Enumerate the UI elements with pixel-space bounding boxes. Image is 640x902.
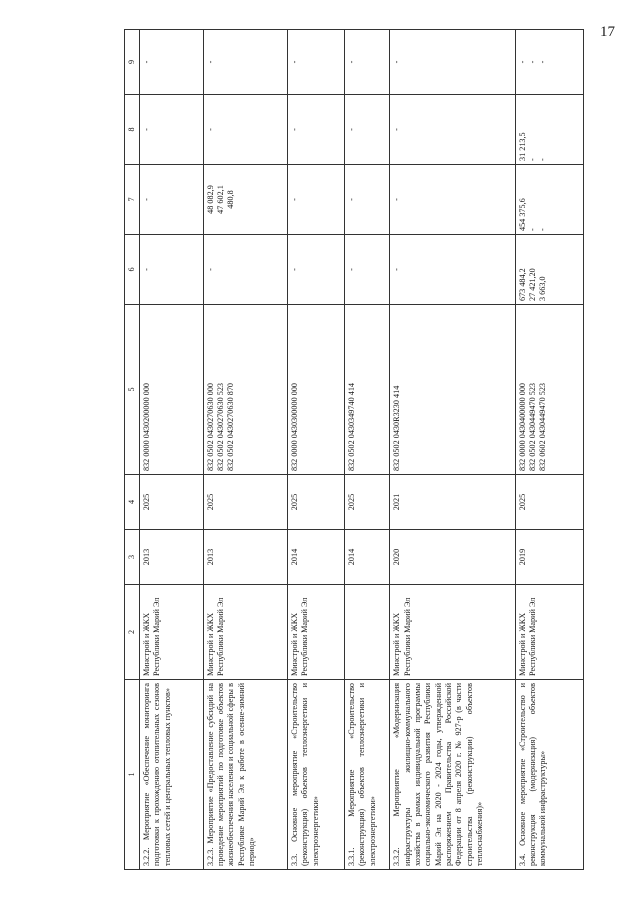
column-header: 7 bbox=[125, 165, 140, 235]
end-year: 2025 bbox=[140, 475, 204, 530]
activity-name: 3.2.3. Мероприятие «Предоставление субсидий на проведение мероприятий по подготовке объектов жизнеобеспечения населения и социальной сферы в Республике Марий Эл к работе в осенне-зимний период» bbox=[203, 680, 287, 870]
table-row bbox=[203, 30, 287, 870]
budget-code: 832 0000 0430400000 000 832 0502 0430449470 523 832 0602 0430449470 523 bbox=[515, 305, 583, 475]
value-col-9: - - - bbox=[515, 30, 583, 95]
activity-name: 3.4. Основное мероприятие «Строительство и реконструкция (модернизация) объектов коммунальной инфраструктуры» bbox=[515, 680, 583, 870]
end-year: 2025 bbox=[287, 475, 344, 530]
column-header: 2 bbox=[125, 585, 140, 680]
end-year: 2025 bbox=[203, 475, 287, 530]
page-number: 17 bbox=[600, 24, 615, 40]
activity-name: 3.3.1. Мероприятие «Строительство (реконструкция) объектов теплоэнергетики и электроэнергетики» bbox=[344, 680, 390, 870]
executor bbox=[344, 585, 390, 680]
table-row bbox=[515, 30, 583, 870]
value-col-6: - bbox=[203, 235, 287, 305]
budget-code: 832 0502 0430270630 000 832 0502 0430270630 523 832 0502 0430270630 870 bbox=[203, 305, 287, 475]
start-year: 2014 bbox=[344, 530, 390, 585]
end-year: 2025 bbox=[515, 475, 583, 530]
value-col-8: 31 213,5 - - bbox=[515, 95, 583, 165]
value-col-9: - bbox=[390, 30, 515, 95]
table-row bbox=[344, 30, 390, 870]
value-col-6: - bbox=[287, 235, 344, 305]
value-col-9: - bbox=[344, 30, 390, 95]
activity-name: 3.2.2. Мероприятие «Обеспечение мониторинга подготовки к прохождению отопительных сезонов тепловых сетей и центральных тепловых пунктов» bbox=[140, 680, 204, 870]
value-col-8: - bbox=[287, 95, 344, 165]
activity-name: 3.3.2. Мероприятие «Модернизация инфраструктуры жилищно-коммунального хозяйства в рамках индивидуальной программы социально-экономического развития Республики Марий Эл на 2020 - 2024 годы, утвержденной распоряжением Правительства Российской Федерации от 8 апреля 2020 г. № 927-р (в части строительства (реконструкции) объектов теплоснабжения)» bbox=[390, 680, 515, 870]
value-col-7: - bbox=[344, 165, 390, 235]
executor: Минстрой и ЖКХ Республики Марий Эл bbox=[390, 585, 515, 680]
executor: Минстрой и ЖКХ Республики Марий Эл bbox=[140, 585, 204, 680]
column-numbers-row bbox=[125, 30, 140, 870]
budget-code: 832 0502 0430349740 414 bbox=[344, 305, 390, 475]
table-row bbox=[390, 30, 515, 870]
start-year: 2013 bbox=[203, 530, 287, 585]
value-col-6: - bbox=[390, 235, 515, 305]
budget-code: 832 0502 0430R3230 414 bbox=[390, 305, 515, 475]
value-col-6: - bbox=[344, 235, 390, 305]
column-header: 6 bbox=[125, 235, 140, 305]
value-col-9: - bbox=[140, 30, 204, 95]
value-col-7: - bbox=[140, 165, 204, 235]
value-col-8: - bbox=[344, 95, 390, 165]
value-col-7: - bbox=[287, 165, 344, 235]
value-col-7: 48 082,9 47 602,1 480,8 bbox=[203, 165, 287, 235]
executor: Минстрой и ЖКХ Республики Марий Эл bbox=[287, 585, 344, 680]
value-col-8: - bbox=[390, 95, 515, 165]
executor: Минстрой и ЖКХ Республики Марий Эл bbox=[515, 585, 583, 680]
program-activities-table bbox=[124, 29, 584, 870]
start-year: 2013 bbox=[140, 530, 204, 585]
value-col-8: - bbox=[140, 95, 204, 165]
value-col-7: 454 375,6 - - bbox=[515, 165, 583, 235]
activity-name: 3.3. Основное мероприятие «Строительство (реконструкция) объектов теплоэнергетики и электроэнергетики» bbox=[287, 680, 344, 870]
executor: Минстрой и ЖКХ Республики Марий Эл bbox=[203, 585, 287, 680]
end-year: 2025 bbox=[344, 475, 390, 530]
start-year: 2019 bbox=[515, 530, 583, 585]
column-header: 8 bbox=[125, 95, 140, 165]
value-col-6: - bbox=[140, 235, 204, 305]
column-header: 5 bbox=[125, 305, 140, 475]
table-row bbox=[287, 30, 344, 870]
value-col-9: - bbox=[203, 30, 287, 95]
column-header: 4 bbox=[125, 475, 140, 530]
table-row bbox=[140, 30, 204, 870]
value-col-8: - bbox=[203, 95, 287, 165]
column-header: 9 bbox=[125, 30, 140, 95]
column-header: 3 bbox=[125, 530, 140, 585]
budget-code: 832 0000 0430200000 000 bbox=[140, 305, 204, 475]
start-year: 2014 bbox=[287, 530, 344, 585]
end-year: 2021 bbox=[390, 475, 515, 530]
start-year: 2020 bbox=[390, 530, 515, 585]
value-col-6: 673 484,2 27 421,20 3 663,0 bbox=[515, 235, 583, 305]
column-header: 1 bbox=[125, 680, 140, 870]
value-col-9: - bbox=[287, 30, 344, 95]
value-col-7: - bbox=[390, 165, 515, 235]
budget-code: 832 0000 0430300000 000 bbox=[287, 305, 344, 475]
